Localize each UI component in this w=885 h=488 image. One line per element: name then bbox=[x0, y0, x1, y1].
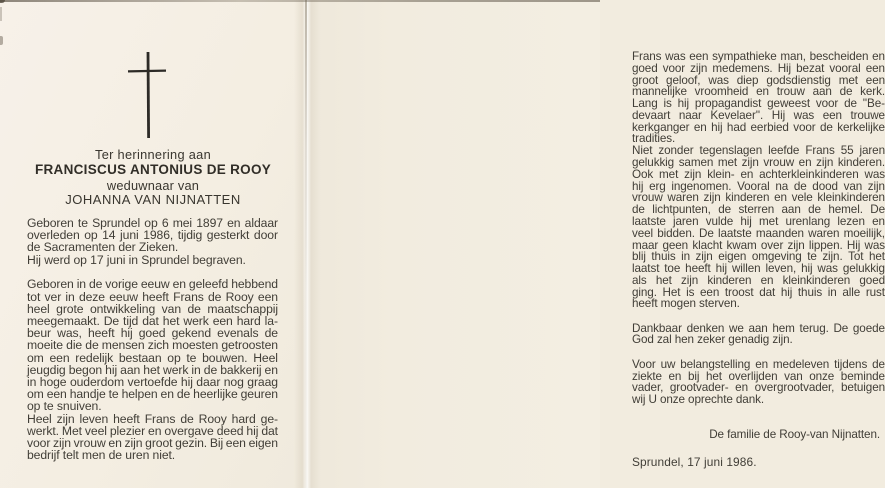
spouse-name: JOHANNA VAN NIJNATTEN bbox=[65, 192, 241, 207]
text-line: als het zijn kinderen en kleinkinderen goed bbox=[632, 273, 885, 287]
right-page bbox=[306, 0, 885, 488]
text-line: blij thuis in zijn eigen omgeving te zijn. Tot het bbox=[632, 250, 885, 264]
paragraph bbox=[27, 217, 278, 254]
deceased-name: FRANCISCUS ANTONIUS DE ROOY bbox=[34, 162, 272, 177]
text-line: Dankbaar denken we aan hem terug. De goede bbox=[632, 321, 885, 335]
text-line: groot geloof, was diep godsdienstig met een bbox=[632, 73, 885, 87]
text-line: vrouw waren zijn kinderen en vele kleinkinderen bbox=[632, 191, 885, 205]
paragraph bbox=[27, 413, 278, 462]
text-line: laatste jaren vulde hij met urenlang lezen en bbox=[632, 214, 885, 228]
text-line: devaart naar Kevelaer''. Hij was een trouwe bbox=[632, 108, 885, 122]
text-line: laatst toe heeft hij willen leven, hij was gelukkig bbox=[632, 262, 885, 276]
text-line: tradities. bbox=[632, 132, 676, 146]
text-line: jeugdig begon hij aan het werk in de bakkerij en bbox=[27, 362, 278, 377]
cross-icon bbox=[120, 44, 176, 142]
paragraph bbox=[632, 145, 885, 310]
text-line: Ook met zijn klein- en achterkleinkinderen was bbox=[632, 167, 885, 181]
text-line: goed voor zijn medemens. Hij bezat vooral een bbox=[632, 61, 885, 75]
scan-artifact-speck bbox=[0, 36, 3, 45]
text-line: Voor uw belangstelling en medeleven tijdens de bbox=[632, 357, 885, 371]
text-line: beur was, heeft hij goed gekend evenals de bbox=[27, 326, 278, 341]
text-line: Lang is hij propagandist geweest voor de ''Be- bbox=[632, 97, 885, 111]
text-line: maar geen klacht kwam over zijn lippen. Hij was bbox=[632, 238, 885, 252]
paragraph bbox=[632, 51, 885, 145]
text-line: heeft mogen sterven. bbox=[632, 297, 740, 311]
text-line: in hoge ouderdom vertoefde hij daar nog graag bbox=[27, 374, 278, 389]
right-body-text bbox=[632, 51, 885, 406]
text-line: bedrijf telt men de uren niet. bbox=[27, 448, 176, 463]
text-line: hij erg ingenomen. Vooral na de dood van zijn bbox=[632, 179, 885, 193]
text-line: de lichtpunten, de sterren aan de hemel. De bbox=[632, 203, 885, 217]
text-line: om een handje te helpen en de heerlijke geuren bbox=[27, 387, 278, 402]
paragraph bbox=[632, 323, 885, 347]
text-line: Hij werd op 17 juni in Sprundel begraven. bbox=[27, 252, 246, 267]
text-line: heel grote ontwikkeling van de maatschappij bbox=[27, 301, 278, 316]
relation-label: weduwnaar van bbox=[106, 178, 200, 193]
scan-artifact-speck bbox=[0, 7, 2, 21]
text-line: Geboren te Sprundel op 6 mei 1897 en aldaar bbox=[27, 216, 278, 230]
text-line: kerkganger en hij had eerbied voor de kerkelijke bbox=[632, 120, 885, 134]
text-line: overleden op 14 juni 1986, tijdig gesterkt door bbox=[27, 228, 278, 243]
text-line: God zal hen zeker genadig zijn. bbox=[632, 333, 793, 347]
text-line: voor zijn vrouw en zijn groot gezin. Bij een eigen bbox=[27, 435, 278, 450]
text-line: werkt. Met veel plezier en overgave deed hij dat bbox=[27, 423, 278, 438]
text-line: Geboren in de vorige eeuw en geleefd hebbend bbox=[27, 277, 278, 292]
text-line: tot ver in deze eeuw heeft Frans de Rooy een bbox=[27, 289, 278, 304]
memorial-heading bbox=[17, 147, 289, 207]
text-line: wij U onze oprechte dank. bbox=[632, 393, 764, 407]
text-line: gelukkig samen met zijn vrouw en zijn kinderen. bbox=[632, 156, 885, 170]
paragraph bbox=[27, 254, 278, 266]
paragraph bbox=[632, 359, 885, 406]
left-page bbox=[0, 0, 306, 488]
text-line: ziekte en bij het overlijden van onze beminde bbox=[632, 369, 885, 383]
closing-block bbox=[632, 417, 885, 469]
family-signature: De familie de Rooy-van Nijnatten. bbox=[709, 428, 880, 441]
text-line: Niet zonder tegenslagen leefde Frans 55 jaren bbox=[632, 144, 885, 158]
scan-edge-line bbox=[0, 0, 600, 2]
paragraph bbox=[27, 278, 278, 412]
text-line: op te snuiven. bbox=[27, 399, 102, 414]
text-line: moeite die de mensen zich moesten getroosten bbox=[27, 338, 278, 353]
text-line: Frans was een sympathieke man, bescheiden en bbox=[632, 50, 885, 63]
text-line: vader, grootvader- en overgrootvader, betuigen bbox=[632, 381, 885, 395]
text-line: ging. Het is een troost dat hij thuis in alle rust bbox=[632, 285, 885, 299]
dateline: Sprundel, 17 juni 1986. bbox=[632, 455, 757, 469]
text-line: om een redelijk bestaan op te bouwen. Heel bbox=[27, 350, 278, 365]
text-line: Heel zijn leven heeft Frans de Rooy hard ge- bbox=[27, 411, 278, 426]
text-line: de Sacramenten der Zieken. bbox=[27, 240, 179, 255]
left-body-text bbox=[27, 217, 278, 461]
text-line: meegemaakt. De tijd dat het werk een hard la- bbox=[27, 313, 278, 328]
text-line: mannelijke vroomheid en trouw aan de kerk. bbox=[632, 85, 885, 99]
memorial-intro: Ter herinnering aan bbox=[95, 147, 211, 162]
text-line: veel bidden. De laatste maanden waren moeilijk, bbox=[632, 226, 885, 240]
